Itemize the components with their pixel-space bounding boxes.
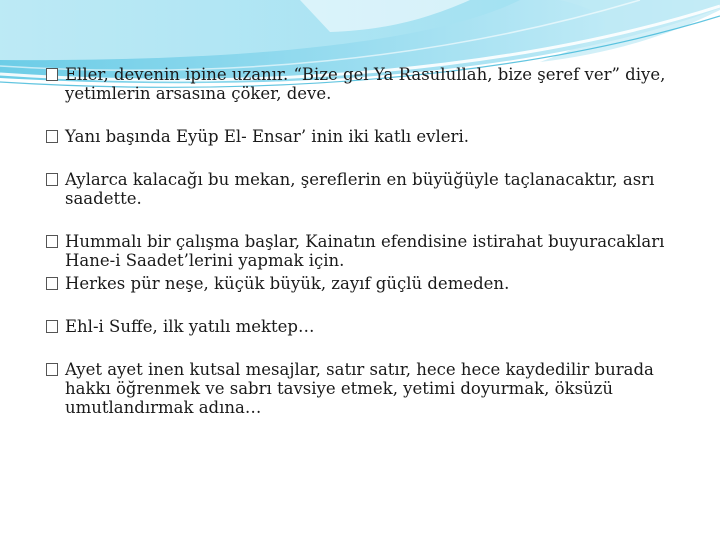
square-bullet-icon	[46, 173, 58, 186]
bullet-text: Hummalı bir çalışma başlar, Kainatın efendisine istirahat buyuracakları Hane-i Saadet’lerini yapmak için.	[65, 232, 665, 270]
bullet-item	[46, 232, 686, 270]
bullet-list	[46, 65, 686, 417]
bullet-item	[46, 170, 686, 208]
square-bullet-icon	[46, 235, 58, 248]
bullet-item	[46, 65, 686, 103]
square-bullet-icon	[46, 130, 58, 143]
square-bullet-icon	[46, 277, 58, 290]
bullet-text: Yanı başında Eyüp El- Ensar’ inin iki katlı evleri.	[65, 127, 469, 146]
bullet-item	[46, 274, 686, 293]
bullet-item	[46, 127, 686, 146]
bullet-text: Eller, devenin ipine uzanır. “Bize gel Ya Rasulullah, bize şeref ver” diye, yetimlerin arsasına çöker, deve.	[65, 65, 666, 103]
bullet-text: Ayet ayet inen kutsal mesajlar, satır satır, hece hece kaydedilir burada hakkı öğrenmek ve sabrı tavsiye etmek, yetimi doyurmak, öksüzü umutlandırmak adına…	[65, 360, 654, 417]
bullet-item	[46, 360, 686, 417]
bullet-text: Herkes pür neşe, küçük büyük, zayıf güçlü demeden.	[65, 274, 510, 293]
bullet-text: Aylarca kalacağı bu mekan, şereflerin en büyüğüyle taçlanacaktır, asrı saadette.	[65, 170, 655, 208]
bullet-item	[46, 317, 686, 336]
bullet-text: Ehl-i Suffe, ilk yatılı mektep…	[65, 317, 315, 336]
square-bullet-icon	[46, 68, 58, 81]
square-bullet-icon	[46, 363, 58, 376]
square-bullet-icon	[46, 320, 58, 333]
